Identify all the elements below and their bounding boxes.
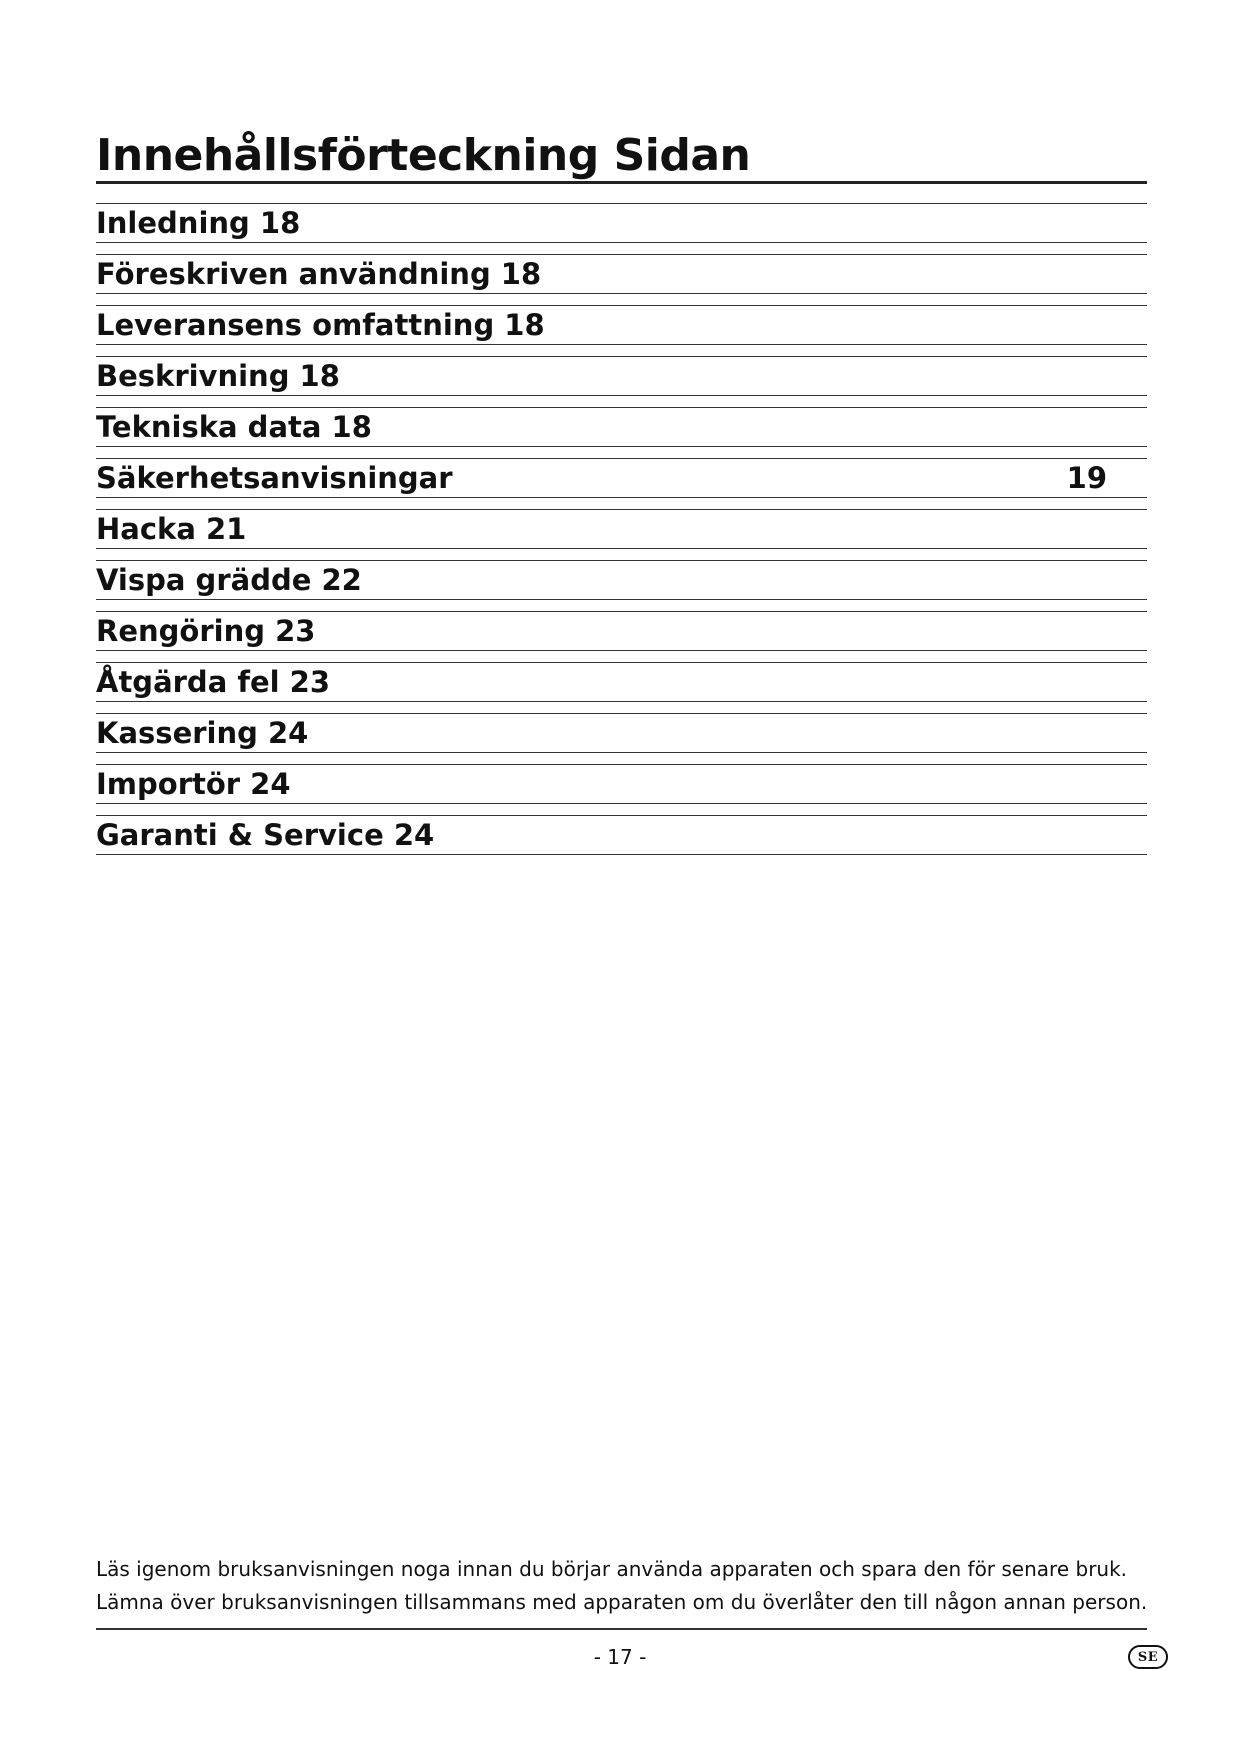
- toc-entry-hacka: [96, 509, 1147, 549]
- title-divider: [96, 181, 1147, 184]
- toc-entry-rengoring: [96, 611, 1147, 651]
- toc-entry-vispa-gradde: [96, 560, 1147, 600]
- table-of-contents: [96, 203, 1147, 866]
- usage-notice: [96, 1553, 1147, 1619]
- toc-entry-label: Inledning 18: [96, 206, 301, 240]
- footer-divider: [96, 1628, 1147, 1630]
- page-number: - 17 -: [593, 1645, 647, 1669]
- toc-entry-label: Hacka 21: [96, 512, 247, 546]
- notice-line: Lämna över bruksanvisningen tillsammans med apparaten om du överlåter den till någon annan person.: [96, 1590, 1148, 1614]
- notice-line: Läs igenom bruksanvisningen noga innan du börjar använda apparaten och spara den för senare bruk.: [96, 1557, 1128, 1581]
- toc-entry-label: Tekniska data 18: [96, 410, 372, 444]
- toc-entry-label: Vispa grädde 22: [96, 563, 362, 597]
- toc-entry-inledning: [96, 203, 1147, 243]
- toc-entry-leveransens-omfattning: [96, 305, 1147, 345]
- page-title: Innehållsförteckning Sidan: [96, 130, 751, 181]
- toc-entry-label: Rengöring 23: [96, 614, 316, 648]
- toc-entry-label: Säkerhetsanvisningar: [96, 461, 453, 495]
- toc-entry-page: 19: [1066, 461, 1107, 495]
- toc-entry-sakerhetsanvisningar: [96, 458, 1147, 498]
- toc-entry-label: Garanti & Service 24: [96, 818, 435, 852]
- toc-entry-label: Åtgärda fel 23: [96, 665, 331, 699]
- toc-entry-garanti-service: [96, 815, 1147, 855]
- language-badge: SE: [1128, 1645, 1168, 1669]
- toc-entry-beskrivning: [96, 356, 1147, 396]
- toc-entry-atgarda-fel: [96, 662, 1147, 702]
- toc-entry-foreskriven-anvandning: [96, 254, 1147, 294]
- toc-entry-label: Importör 24: [96, 767, 291, 801]
- toc-entry-kassering: [96, 713, 1147, 753]
- toc-entry-importor: [96, 764, 1147, 804]
- toc-entry-label: Leveransens omfattning 18: [96, 308, 545, 342]
- toc-entry-label: Kassering 24: [96, 716, 309, 750]
- toc-entry-tekniska-data: [96, 407, 1147, 447]
- toc-entry-label: Beskrivning 18: [96, 359, 340, 393]
- toc-entry-label: Föreskriven användning 18: [96, 257, 542, 291]
